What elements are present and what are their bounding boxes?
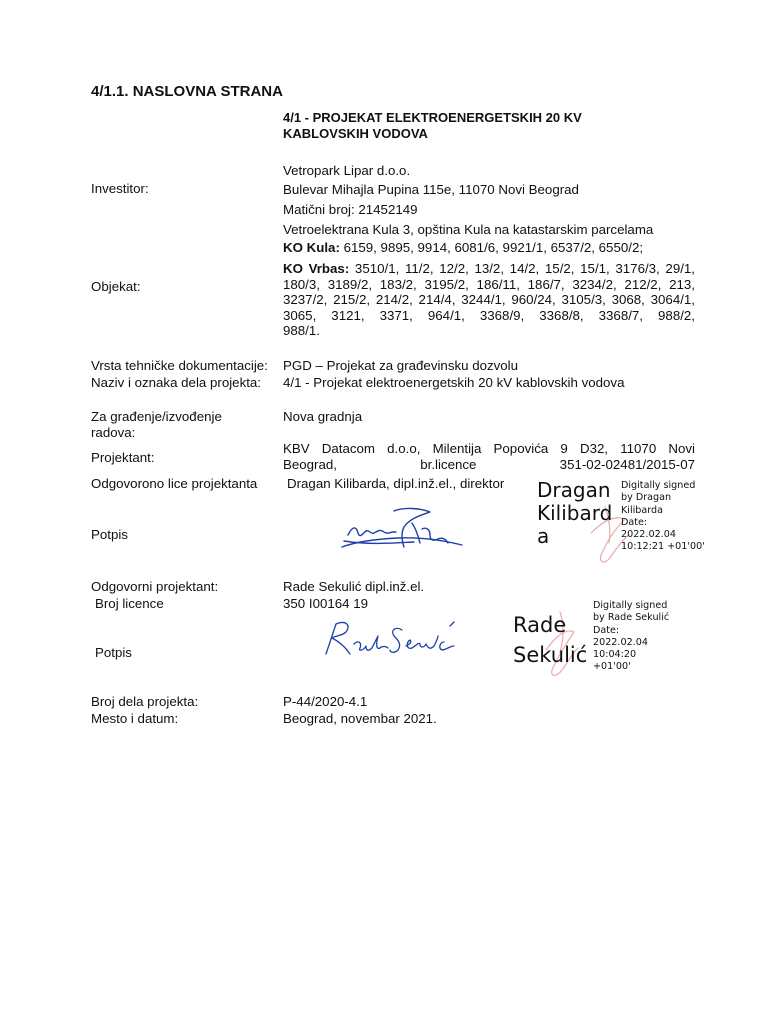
naziv-value: 4/1 - Projekat elektroenergetskih 20 kV kablovskih vodova [283, 375, 625, 390]
signer-name-line: Kilibard [537, 501, 613, 525]
ko-vrbas-value: 3510/1, 11/2, 12/2, 13/2, 14/2, 15/2, 15/1, 3176/3, 29/1, 180/3, 3189/2, 183/2, 3195/2, 186/11, 186/7, 3234/2, 212/2, 213, 3237/2, 215/2, 214/2, 214/4, 3244/1, 960/24, 3105/3, 3068, 3064/1, 3065, 3121, 3371, 964/1, 3368/9, 3368/8, 3368/7, 988/2, [283, 261, 695, 323]
naziv-label: Naziv i oznaka dela projekta: [91, 375, 261, 390]
section-title: 4/1.1. NASLOVNA STRANA [91, 83, 283, 100]
signer-name [513, 610, 587, 670]
ko-kula-value: 6159, 9895, 9914, 6081/6, 9921/1, 6537/2, 6550/2; [339, 240, 644, 255]
broj-licence-value: 350 I00164 19 [283, 596, 369, 611]
vrsta-label: Vrsta tehničke dokumentacije: [91, 358, 268, 373]
odgovorni-projektant-value: Rade Sekulić dipl.inž.el. [283, 579, 425, 594]
potpis-label: Potpis [91, 527, 128, 542]
gradnja-label: Za građenje/izvođenje [91, 409, 222, 424]
project-title [283, 110, 582, 142]
potpis-label: Potpis [95, 645, 132, 660]
signature-details: Digitally signed by Dragan Kilibarda Date: 2022.02.04 10:12:21 +01'00' [621, 480, 705, 553]
broj-dela-value: P-44/2020-4.1 [283, 694, 368, 709]
objekat-intro: Vetroelektrana Kula 3, opština Kula na katastarskim parcelama [283, 222, 654, 237]
investitor-address: Bulevar Mihajla Pupina 115e, 11070 Novi Beograd [283, 182, 579, 197]
signature-details: Digitally signed by Rade Sekulić Date: 2022.02.04 10:04:20 +01'00' [593, 600, 670, 673]
signer-name-line: Dragan [537, 478, 611, 502]
odgovorno-lice-value: Dragan Kilibarda, dipl.inž.el., direktor [287, 476, 505, 491]
project-title-line: KABLOVSKIH VODOVA [283, 126, 428, 141]
vrsta-value: PGD – Projekat za građevinsku dozvolu [283, 358, 519, 373]
ko-vrbas-label: KO Vrbas: [283, 261, 350, 276]
broj-licence-label: Broj licence [95, 596, 164, 611]
projektant-value [283, 441, 695, 473]
investitor-label: Investitor: [91, 181, 149, 196]
projektant-label: Projektant: [91, 450, 155, 465]
investitor-id: Matični broj: 21452149 [283, 202, 418, 217]
signer-name [537, 479, 612, 548]
mesto-value: Beograd, novembar 2021. [283, 711, 437, 726]
ko-kula-label: KO Kula: [283, 240, 340, 255]
broj-dela-label: Broj dela projekta: [91, 694, 199, 709]
odgovorno-lice-label: Odgovorono lice projektanta [91, 476, 258, 491]
projektant-line-last: Beograd, br.licence 351-02-02481/2015-07 [283, 457, 695, 472]
odgovorni-projektant-label: Odgovorni projektant: [91, 579, 219, 594]
mesto-label: Mesto i datum: [91, 711, 179, 726]
signer-name-line: a [537, 524, 550, 548]
ko-vrbas [283, 261, 695, 339]
project-title-line: 4/1 - PROJEKAT ELEKTROENERGETSKIH 20 KV [283, 110, 582, 125]
ko-kula [283, 240, 643, 256]
ko-vrbas-last: 988/1. [283, 323, 320, 339]
gradnja-value: Nova gradnja [283, 409, 363, 424]
signer-name-line: Sekulić [513, 643, 588, 667]
gradnja-label-cont: radova: [91, 425, 136, 440]
handwritten-signature [338, 505, 468, 553]
handwritten-signature [320, 616, 465, 664]
objekat-label: Objekat: [91, 279, 141, 294]
signer-name-line: Rade [513, 613, 567, 637]
investitor-name: Vetropark Lipar d.o.o. [283, 163, 411, 178]
projektant-line: KBV Datacom d.o.o, Milentija Popovića 9 D32, 11070 Novi [283, 441, 695, 456]
